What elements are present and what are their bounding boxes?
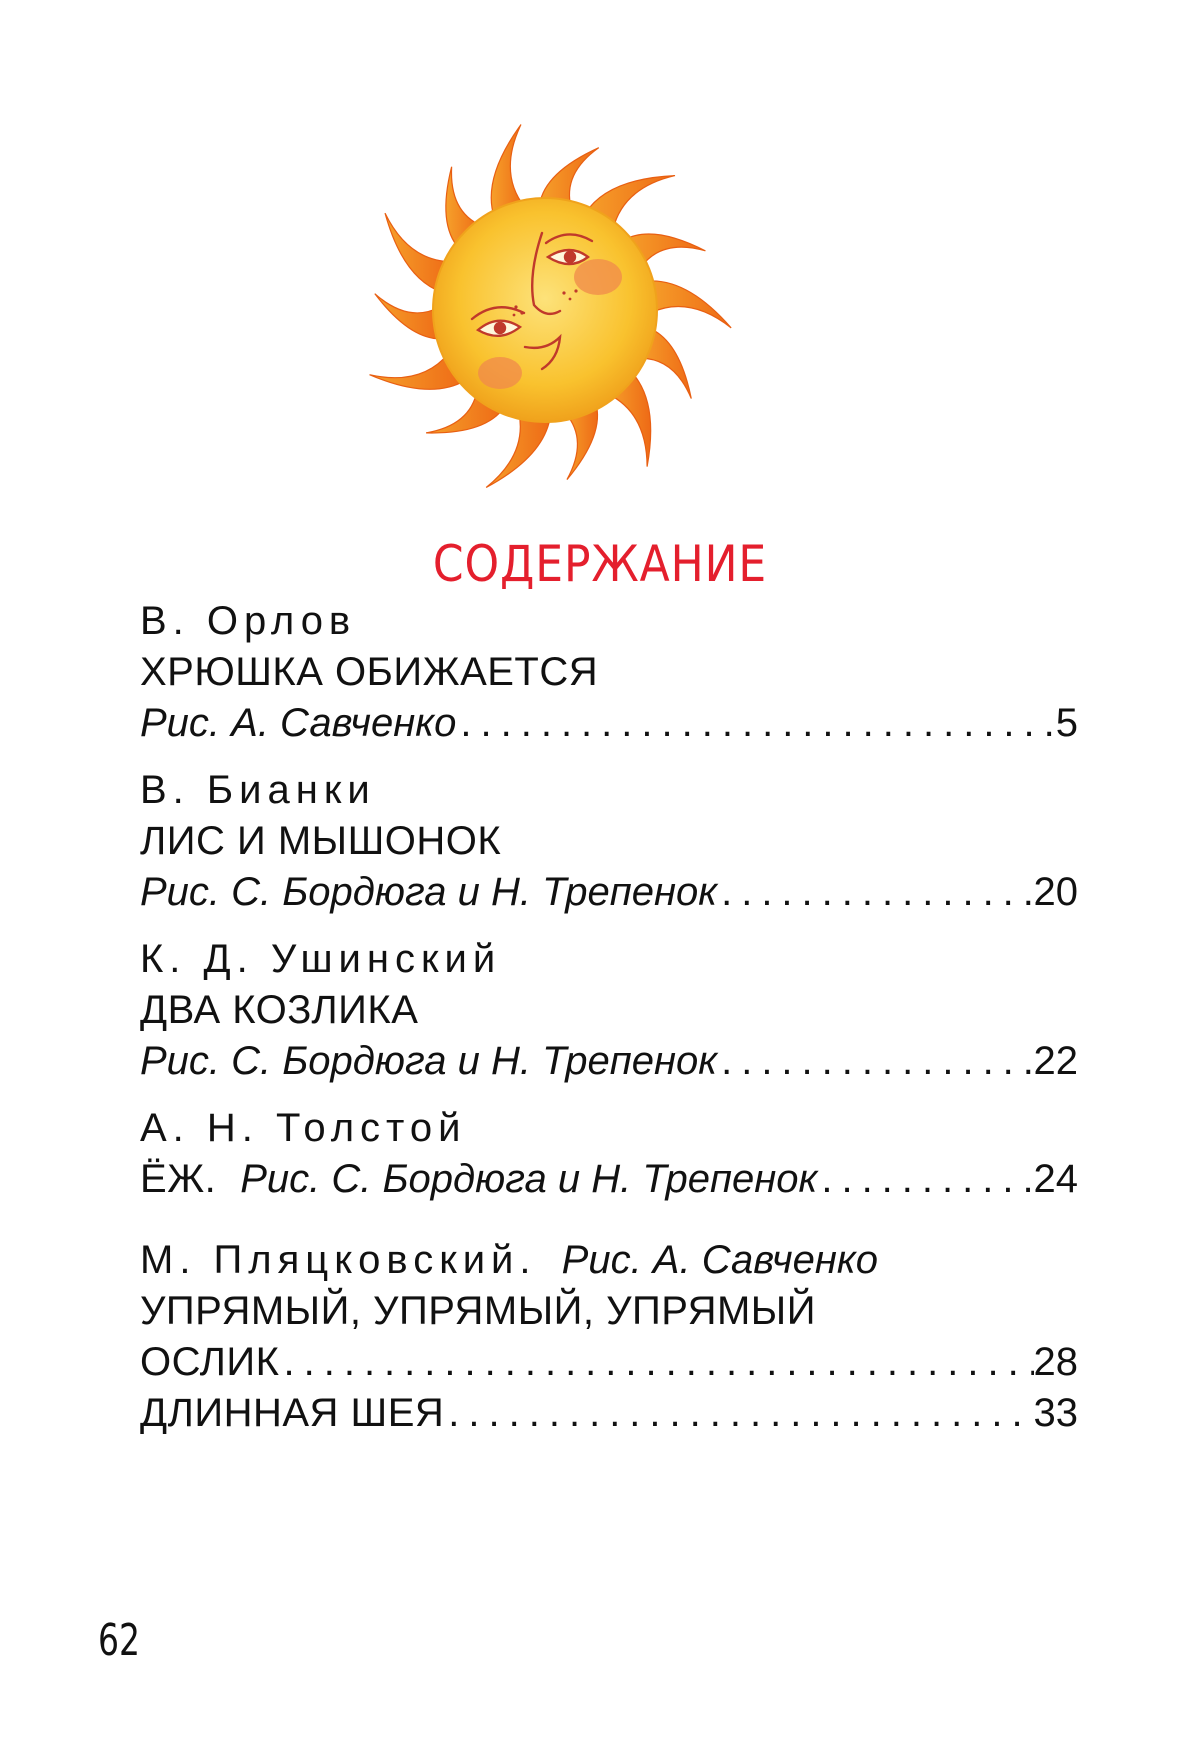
toc-row bbox=[140, 1338, 1078, 1386]
entry-illustrator: Рис. С. Бордюга и Н. Трепенок bbox=[140, 870, 718, 914]
sun-ray bbox=[646, 281, 731, 328]
toc-row bbox=[140, 1389, 1078, 1437]
entry-page-number: 24 bbox=[1033, 1157, 1078, 1201]
entry-illustrator: Рис. А. Савченко bbox=[561, 1238, 879, 1282]
page-title: СОДЕРЖАНИЕ bbox=[432, 535, 768, 593]
dot-leader bbox=[721, 1037, 1033, 1085]
sun-illustration bbox=[320, 115, 780, 495]
entry-page-number: 28 bbox=[1033, 1340, 1078, 1384]
toc-row bbox=[140, 699, 1078, 747]
toc-row bbox=[140, 1037, 1078, 1085]
entry-title: ЛИС И МЫШОНОК bbox=[140, 819, 502, 863]
entry-page-number: 33 bbox=[1033, 1391, 1078, 1435]
entry-author: В. Бианки bbox=[140, 768, 376, 812]
dot-leader bbox=[283, 1338, 1033, 1386]
dot-leader bbox=[821, 1155, 1033, 1203]
entry-title: ХРЮШКА ОБИЖАЕТСЯ bbox=[140, 650, 599, 694]
entry-author: М. Пляцковский. bbox=[140, 1238, 537, 1282]
entry-title: ЁЖ. bbox=[140, 1157, 217, 1201]
page-number: 62 bbox=[98, 1615, 140, 1666]
entry-title: УПРЯМЫЙ, УПРЯМЫЙ, УПРЯМЫЙ bbox=[140, 1289, 816, 1333]
dot-leader bbox=[448, 1389, 1033, 1437]
entry-page-number: 22 bbox=[1033, 1039, 1078, 1083]
toc-row bbox=[140, 868, 1078, 916]
entry-author: А. Н. Толстой bbox=[140, 1106, 467, 1150]
entry-author: К. Д. Ушинский bbox=[140, 937, 502, 981]
entry-page-number: 20 bbox=[1033, 870, 1078, 914]
sun-ray bbox=[486, 412, 550, 488]
entry-title: ОСЛИК bbox=[140, 1340, 280, 1384]
dot-leader bbox=[460, 699, 1055, 747]
entry-illustrator: Рис. А. Савченко bbox=[140, 701, 457, 745]
entry-page-number: 5 bbox=[1055, 701, 1078, 745]
entry-illustrator: Рис. С. Бордюга и Н. Трепенок bbox=[140, 1039, 718, 1083]
entry-author: В. Орлов bbox=[140, 599, 357, 643]
entry-title: ДЛИННАЯ ШЕЯ bbox=[140, 1391, 445, 1435]
entry-illustrator: Рис. С. Бордюга и Н. Трепенок bbox=[240, 1157, 818, 1201]
toc-row bbox=[140, 1155, 1078, 1203]
dot-leader bbox=[721, 868, 1033, 916]
entry-title: ДВА КОЗЛИКА bbox=[140, 988, 419, 1032]
entry-header bbox=[140, 1236, 1078, 1284]
